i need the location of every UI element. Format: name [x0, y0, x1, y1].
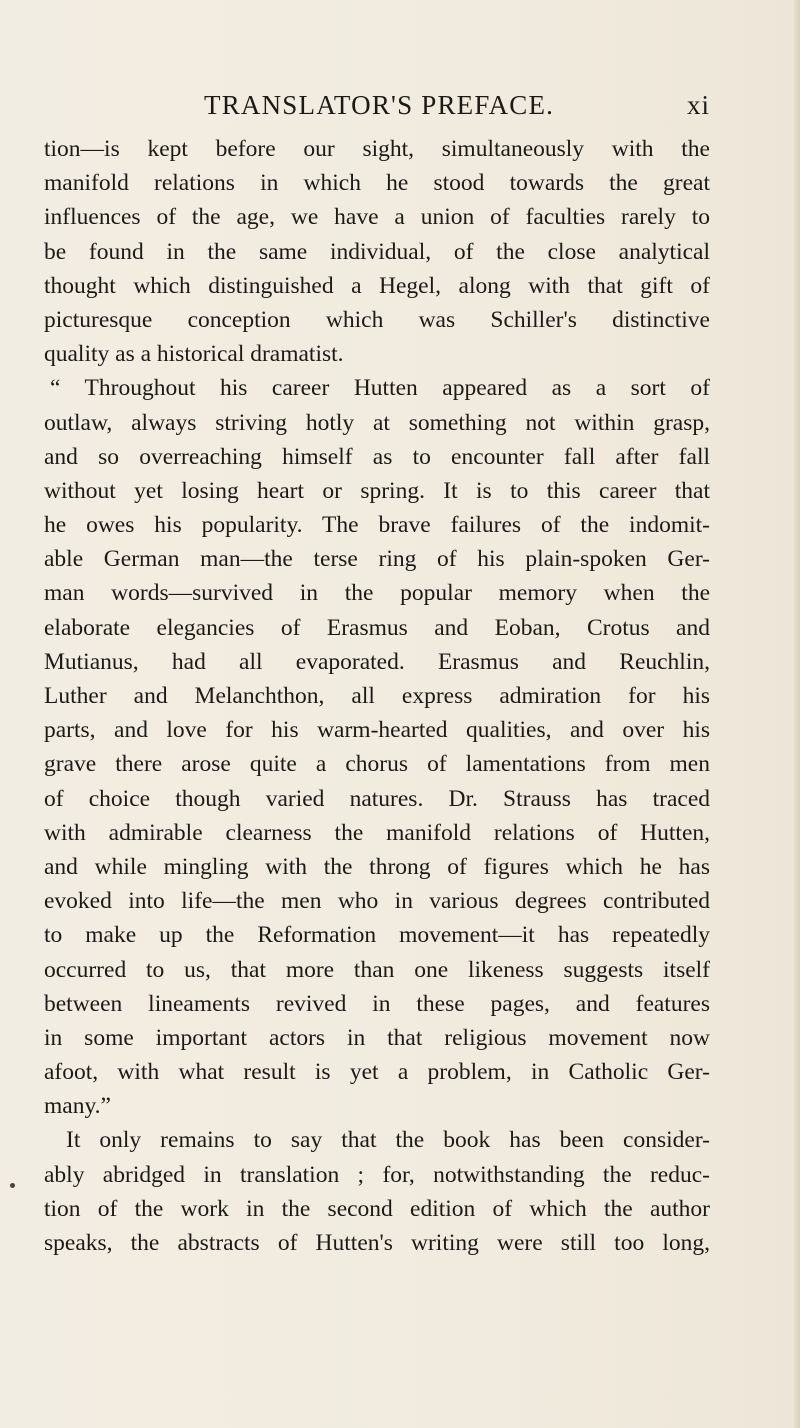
text-line: he owes his popularity. The brave failures of the indomit- — [44, 512, 710, 539]
text-line: man words—survived in the popular memory when the — [44, 580, 710, 607]
text-line: without yet losing heart or spring. It is to this career that — [44, 477, 710, 504]
page-edge — [794, 0, 800, 1428]
text-line: manifold relations in which he stood towards the great — [44, 170, 710, 197]
text-line: grave there arose quite a chorus of lamentations from men — [44, 751, 710, 778]
running-title: TRANSLATOR'S PREFACE. — [204, 90, 555, 120]
text-line: able German man—the terse ring of his plain-spoken Ger- — [44, 546, 710, 573]
page-number: xi — [686, 90, 710, 120]
text-line: Luther and Melanchthon, all express admiration for his — [44, 683, 710, 709]
text-line: parts, and love for his warm-hearted qualities, and over his — [44, 717, 710, 744]
text-line: in some important actors in that religious movement now — [44, 1024, 710, 1051]
text-line: be found in the same individual, of the close analytical — [44, 238, 710, 265]
body-text — [44, 132, 710, 1260]
text-line: elaborate elegancies of Erasmus and Eoban, Crotus and — [44, 614, 710, 641]
running-head — [44, 90, 710, 126]
text-line: picturesque conception which was Schiller's distinctive — [44, 306, 710, 333]
text-line: speaks, the abstracts of Hutten's writing were still too long, — [44, 1230, 710, 1256]
text-line: and while mingling with the throng of figures which he has — [44, 853, 710, 880]
text-line: tion—is kept before our sight, simultaneously with the — [44, 136, 710, 162]
text-line: with admirable clearness the manifold relations of Hutten, — [44, 819, 710, 846]
text-line: and so overreaching himself as to encounter fall after fall — [44, 443, 710, 470]
text-line: between lineaments revived in these pages, and features — [44, 990, 710, 1017]
text-line: It only remains to say that the book has been consider- — [66, 1127, 710, 1154]
text-line: influences of the age, we have a union of faculties rarely to — [44, 204, 710, 231]
text-line: many.” — [44, 1093, 111, 1120]
text-line: thought which distinguished a Hegel, along with that gift of — [44, 272, 710, 299]
text-line: evoked into life—the men who in various degrees contributed — [44, 888, 710, 915]
text-line: Mutianus, had all evaporated. Erasmus and Reuchlin, — [44, 648, 710, 675]
text-line: quality as a historical dramatist. — [44, 341, 344, 368]
text-line: tion of the work in the second edition of which the author — [44, 1195, 710, 1222]
text-line: afoot, with what result is yet a problem, in Catholic Ger- — [44, 1059, 710, 1086]
text-line: of choice though varied natures. Dr. Strauss has traced — [44, 785, 710, 812]
text-line: occurred to us, that more than one likeness suggests itself — [44, 956, 710, 983]
text-line: to make up the Reformation movement—it has repeatedly — [44, 922, 710, 949]
text-line: ably abridged in translation ; for, notwithstanding the reduc- — [44, 1161, 710, 1188]
ink-speck — [10, 1183, 15, 1188]
text-line: “ Throughout his career Hutten appeared as a sort of — [50, 375, 710, 402]
text-line: outlaw, always striving hotly at something not within grasp, — [44, 409, 710, 436]
